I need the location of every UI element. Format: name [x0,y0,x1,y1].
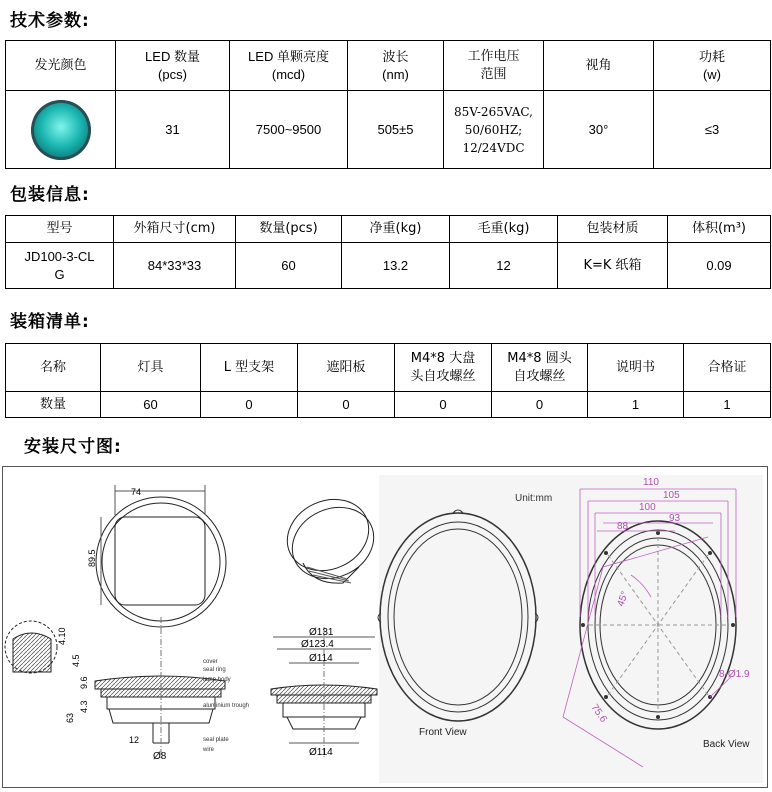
table-cell: 7500~9500 [230,91,348,169]
header-cell: LED 数量 (pcs) [116,41,230,91]
table-cell: 84*33*33 [114,243,236,289]
color-cell [6,91,116,169]
table-cell: JD100-3-CL G [6,243,114,289]
header-cell: 体积(m³) [668,216,771,243]
packing-info-table [5,215,771,289]
table-row [6,243,771,289]
dim-label: 4.5 [71,654,81,667]
dim-label: 9.6 [79,676,89,689]
header-cell: 波长 (nm) [348,41,444,91]
header-cell: 遮阳板 [298,344,395,392]
dim-label: Ø114 [309,653,333,664]
lens-square [115,517,205,605]
dim-label: 4.3 [79,700,89,713]
table-cell: 60 [101,392,201,418]
dim-bottom-label: Ø8 [153,751,167,762]
dim-label: Ø123.4 [301,639,334,650]
hole-label: 8-Ø1.9 [719,669,750,680]
dim-label: Ø131 [309,627,334,638]
lamp-face [276,486,381,583]
led-color-swatch [31,100,91,160]
table-cell: 0 [492,392,588,418]
table-cell: 0 [201,392,298,418]
section-heading-install: 安装尺寸图: [24,437,122,457]
header-cell: 型号 [6,216,114,243]
section-heading-tech: 技术参数: [10,11,90,31]
table-row [6,392,771,418]
packing-list-table [5,343,771,418]
header-cell: 合格证 [684,344,771,392]
header-cell: 发光颜色 [6,41,116,91]
callout-label: cover [203,659,218,665]
back-view-label: Back View [703,739,750,750]
table-header-row [6,216,771,243]
dim-label: 110 [643,477,659,488]
table-cell: 13.2 [342,243,450,289]
middle-3d-view [276,486,386,591]
header-cell: 功耗 (w) [654,41,771,91]
table-cell: 1 [588,392,684,418]
callout-label: seal plate [203,737,229,743]
header-cell: 数量(pcs) [236,216,342,243]
table-cell: K=K 纸箱 [558,243,668,289]
table-cell: 0 [298,392,395,418]
header-cell: 净重(kg) [342,216,450,243]
dim-side-label: 89.5 [87,549,97,567]
dim-small-label: 12 [129,735,140,745]
dim-label: 100 [639,502,656,513]
callout-label: lamp body [203,677,231,683]
header-cell: 工作电压 范围 [444,41,544,91]
tech-params-table [5,40,771,169]
header-cell: 毛重(kg) [450,216,558,243]
header-cell: LED 单颗亮度 (mcd) [230,41,348,91]
left-vertical-dims [57,627,89,723]
diag-label: 75.6 [588,702,609,725]
detail-section [13,633,51,672]
dim-top-label: 74 [131,487,142,497]
callout-label: wire [203,747,215,753]
dim-label: 88 [617,521,629,532]
table-row [6,91,771,169]
dim-label: 105 [663,490,680,501]
front-view-label: Front View [419,727,467,738]
dim-label: Ø114 [309,747,333,758]
table-cell: 60 [236,243,342,289]
header-cell: L 型支架 [201,344,298,392]
table-cell: 数量 [6,392,101,418]
drawing-svg [3,467,767,787]
dim-label: 63 [65,712,75,723]
header-cell: 说明书 [588,344,684,392]
header-cell: 视角 [544,41,654,91]
table-cell: 30° [544,91,654,169]
table-header-row [6,41,771,91]
header-cell: M4*8 大盘 头自攻螺丝 [395,344,492,392]
header-cell: M4*8 圆头 自攻螺丝 [492,344,588,392]
header-cell: 外箱尺寸(cm) [114,216,236,243]
table-cell: 31 [116,91,230,169]
voltage-cell: 85V-265VAC, 50/60HZ; 12/24VDC [444,91,544,169]
table-cell: 505±5 [348,91,444,169]
table-cell: 0 [395,392,492,418]
dim-label: 4.10 [57,627,67,645]
unit-label: Unit:mm [515,493,553,504]
installation-drawing [2,466,768,788]
table-cell: 12 [450,243,558,289]
table-cell: 0.09 [668,243,771,289]
left-callouts [202,659,249,753]
section-heading-contents: 装箱清单: [10,312,90,332]
dim-label: 93 [669,513,681,524]
callout-label: seal ring [203,667,226,673]
angle-label: 45° [615,590,631,609]
table-cell: 1 [684,392,771,418]
table-cell: ≤3 [654,91,771,169]
lamp-body-3d [303,563,359,583]
callout-label: aluminium trough [203,703,250,709]
detail-circle [5,621,57,673]
header-cell: 包装材质 [558,216,668,243]
table-header-row [6,344,771,392]
section-heading-packing: 包装信息: [10,185,90,205]
left-top-view [96,485,226,627]
header-cell: 名称 [6,344,101,392]
header-cell: 灯具 [101,344,201,392]
